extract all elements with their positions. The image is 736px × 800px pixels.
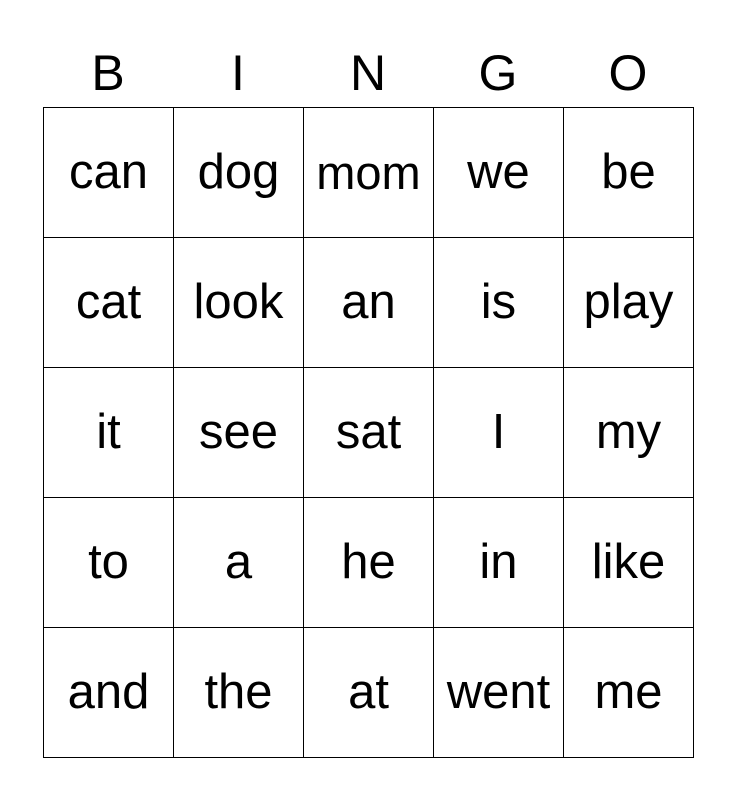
bingo-cell[interactable]: in	[434, 498, 564, 628]
bingo-cell[interactable]: cat	[44, 238, 174, 368]
bingo-cell[interactable]: like	[564, 498, 694, 628]
bingo-cell[interactable]: play	[564, 238, 694, 368]
header-letter-b: B	[91, 45, 125, 101]
bingo-cell[interactable]: see	[174, 368, 304, 498]
bingo-cell[interactable]: at	[304, 628, 434, 758]
bingo-cell[interactable]: mom	[304, 108, 434, 238]
bingo-cell[interactable]: dog	[174, 108, 304, 238]
bingo-cell[interactable]: me	[564, 628, 694, 758]
header-letter-o: O	[608, 45, 648, 101]
header-letter-g: G	[478, 45, 518, 101]
bingo-cell[interactable]: a	[174, 498, 304, 628]
header-letter-n: N	[349, 45, 387, 101]
bingo-cell[interactable]: I	[434, 368, 564, 498]
bingo-board	[43, 107, 694, 758]
bingo-cell[interactable]: and	[44, 628, 174, 758]
bingo-cell[interactable]: my	[564, 368, 694, 498]
header-letter-i: I	[231, 45, 245, 101]
bingo-cell[interactable]: to	[44, 498, 174, 628]
bingo-cell[interactable]: is	[434, 238, 564, 368]
bingo-cell[interactable]: be	[564, 108, 694, 238]
bingo-cell[interactable]: the	[174, 628, 304, 758]
bingo-cell[interactable]: we	[434, 108, 564, 238]
bingo-cell[interactable]: he	[304, 498, 434, 628]
bingo-cell[interactable]: went	[434, 628, 564, 758]
bingo-cell[interactable]: an	[304, 238, 434, 368]
bingo-cell[interactable]: it	[44, 368, 174, 498]
bingo-header	[43, 42, 693, 104]
bingo-cell[interactable]: sat	[304, 368, 434, 498]
bingo-cell[interactable]: can	[44, 108, 174, 238]
bingo-cell[interactable]: look	[174, 238, 304, 368]
